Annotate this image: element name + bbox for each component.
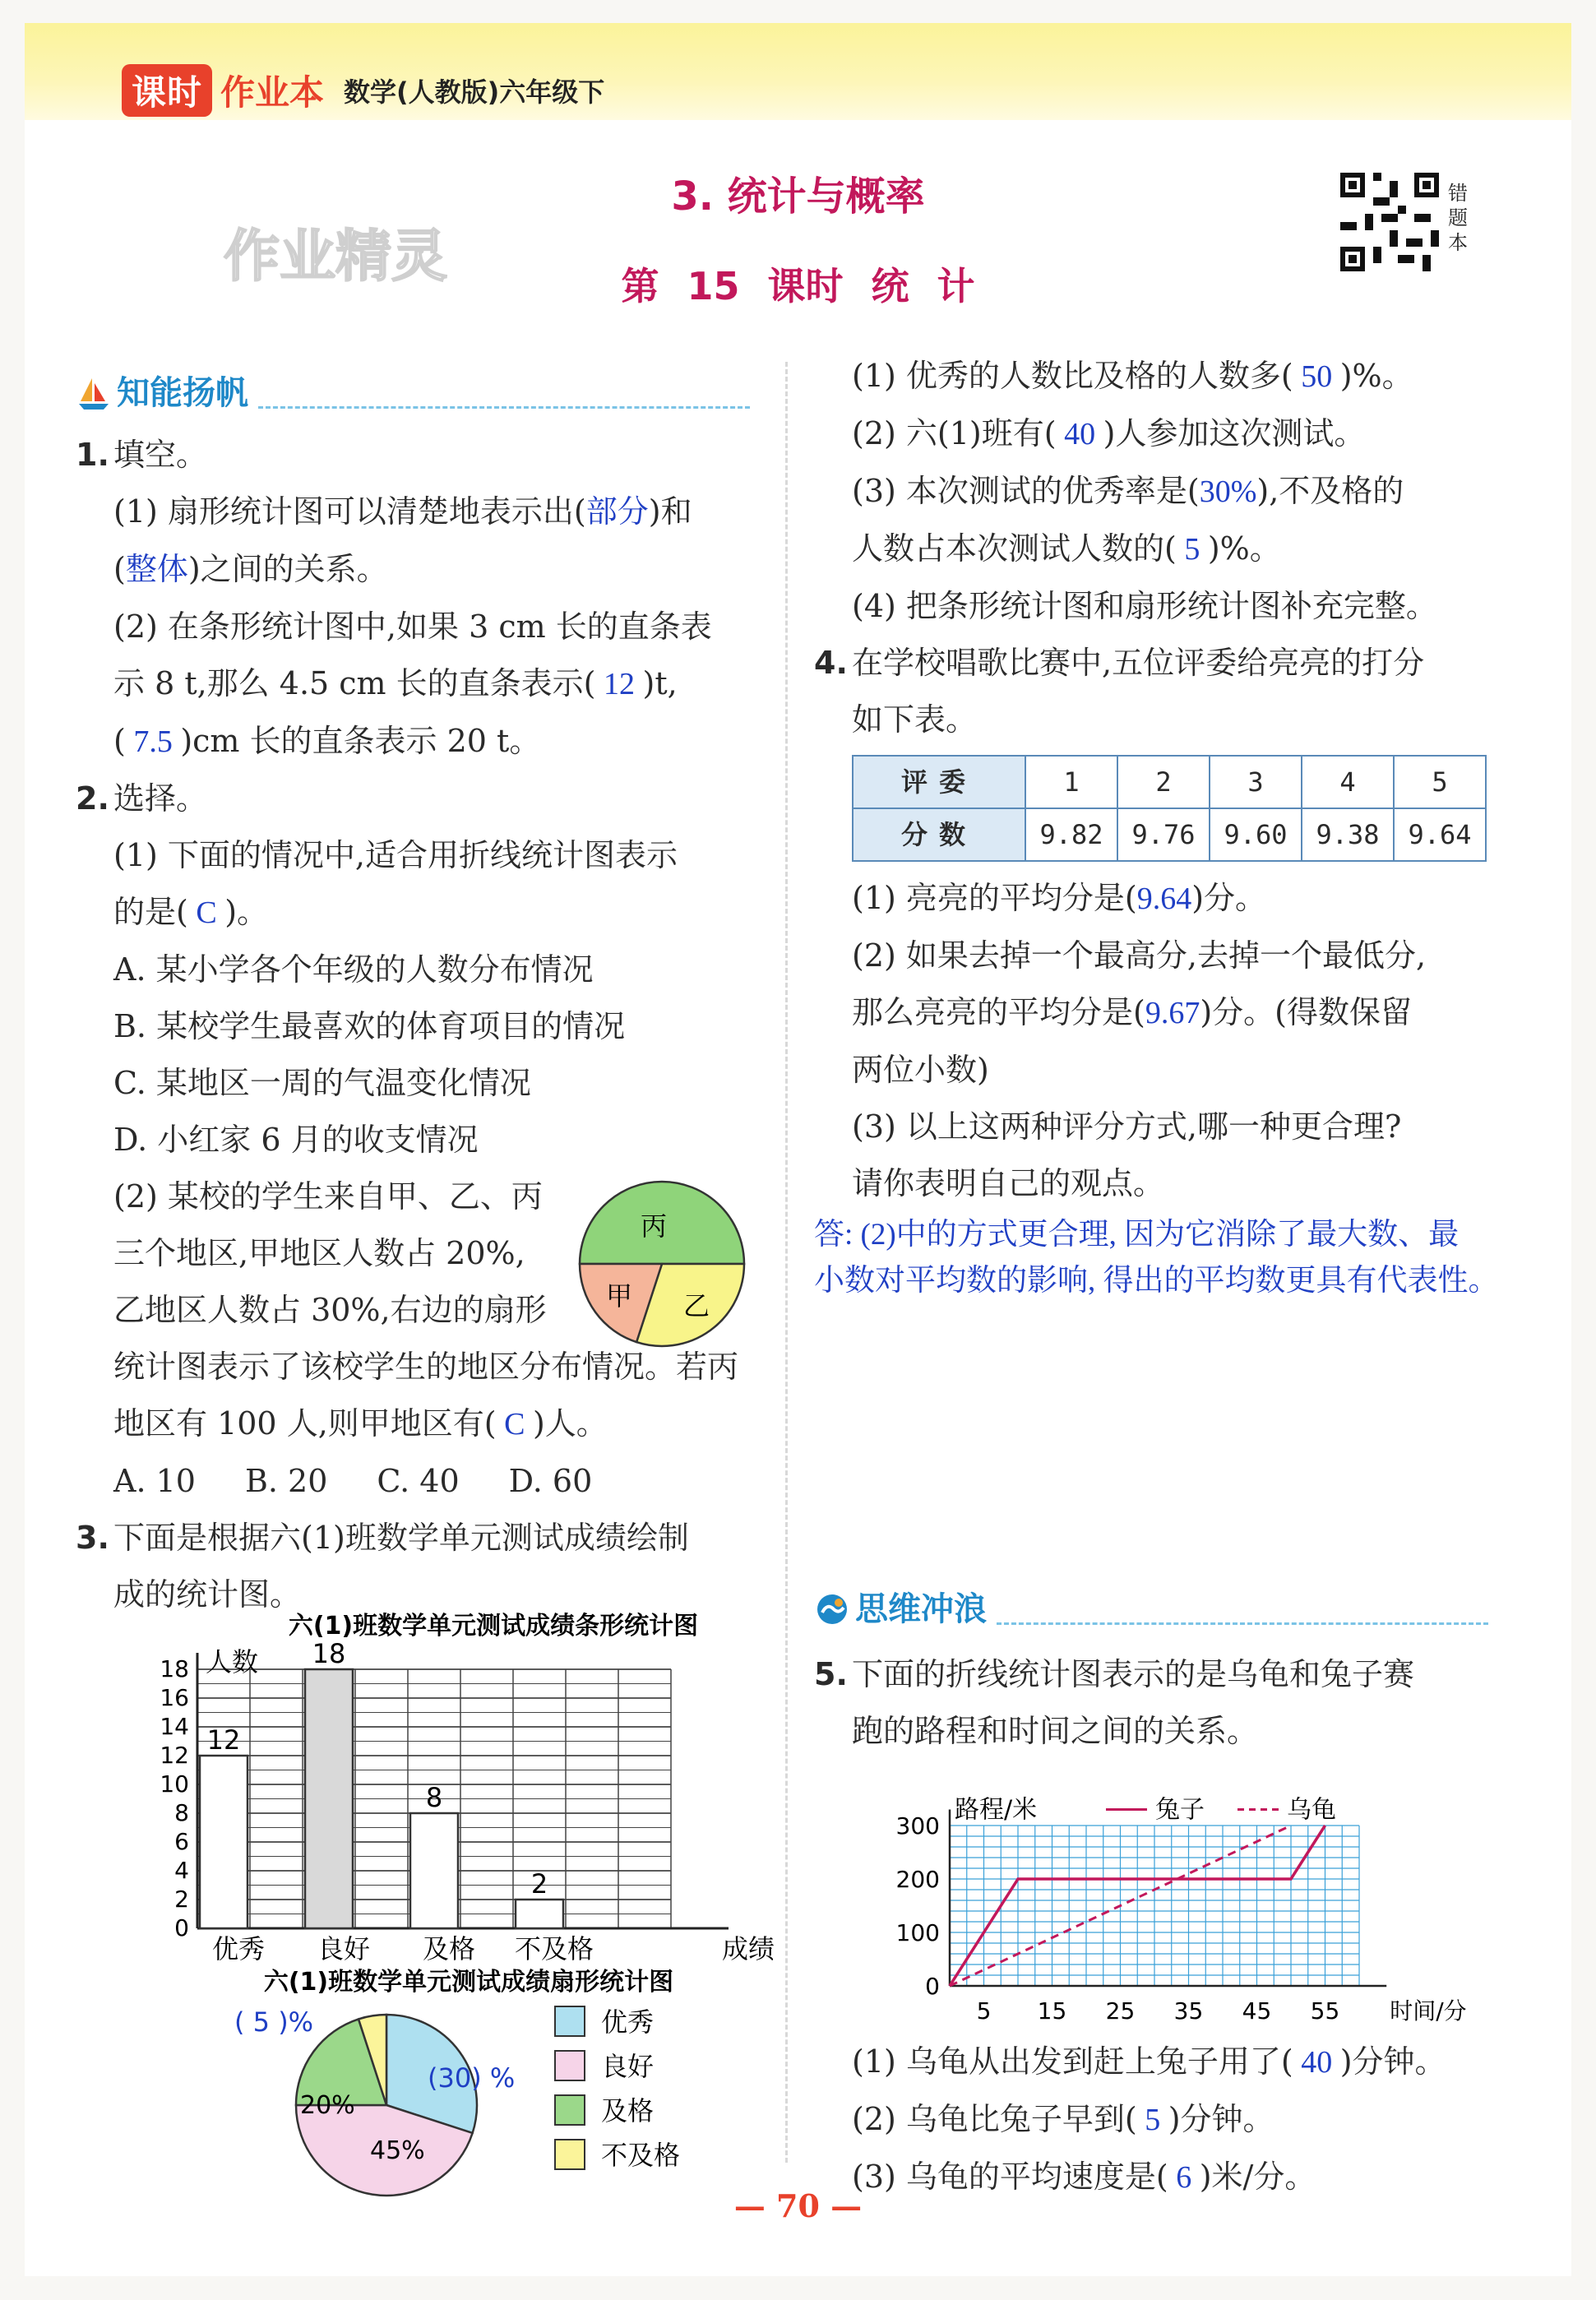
q4-answer[interactable]: 小数对平均数的影响, 得出的平均数更具有代表性。 xyxy=(814,1264,1499,1298)
q2-text: (1) 下面的情况中,适合用折线统计图表示 xyxy=(113,837,678,873)
pie-chart xyxy=(185,1965,752,2200)
q5-text: )米/分。 xyxy=(1199,2159,1316,2195)
y-tick-label: 12 xyxy=(160,1742,189,1769)
pie-label: 乙 xyxy=(682,1290,710,1321)
left-column xyxy=(76,364,750,1623)
q1-text: )之间的关系。 xyxy=(187,551,388,587)
section-rule xyxy=(997,1594,1488,1625)
row-header: 分数 xyxy=(853,808,1025,861)
x-axis-label: 成绩 xyxy=(722,1933,775,1964)
judge-cell: 4 xyxy=(1302,756,1394,808)
q3-text: )%。 xyxy=(1207,530,1281,567)
y-tick-label: 6 xyxy=(174,1828,189,1855)
bar xyxy=(305,1669,353,1928)
q3-text: )人参加这次测试。 xyxy=(1103,415,1366,451)
q2-text: (2) 某校的学生来自甲、乙、丙 xyxy=(113,1178,543,1215)
watermark-stamp: 作业精灵 xyxy=(224,224,448,289)
answer[interactable]: 40 xyxy=(1056,417,1103,451)
x-tick-label: 不及格 xyxy=(514,1933,594,1964)
judge-cell: 2 xyxy=(1117,756,1210,808)
judge-cell: 1 xyxy=(1025,756,1117,808)
answer[interactable]: 整体 xyxy=(125,553,188,587)
choice-d: D. 60 xyxy=(508,1463,593,1499)
legend-swatch xyxy=(555,2051,585,2080)
q5-questions xyxy=(814,2034,1554,2206)
q5-text: )分钟。 xyxy=(1168,2101,1274,2137)
brand-logo: 课时 xyxy=(122,64,212,117)
q5-prompt: 下面的折线统计图表示的是乌龟和兔子赛 xyxy=(852,1656,1415,1692)
choice-a: A. 10 xyxy=(113,1463,196,1499)
q4-text: )分。 xyxy=(1191,880,1267,916)
q3-text: )%。 xyxy=(1339,358,1413,394)
answer[interactable]: 5 xyxy=(1176,532,1208,567)
q4-prompt: 在学校唱歌比赛中,五位评委给亮亮的打分 xyxy=(852,645,1425,681)
q4-answer[interactable]: 答: (2)中的方式更合理, 因为它消除了最大数、最 xyxy=(814,1218,1460,1252)
q1-text: (2) 在条形统计图中,如果 3 cm 长的直条表 xyxy=(113,609,712,645)
option-b: B. 某校学生最喜欢的体育项目的情况 xyxy=(113,1008,626,1044)
q4-text: (2) 如果去掉一个最高分,去掉一个最低分, xyxy=(852,937,1427,974)
bar-chart xyxy=(148,1608,775,1964)
pie-label-excellent: (30) % xyxy=(428,2062,516,2094)
q1-text: )t, xyxy=(642,665,678,701)
q3-text: (1) 优秀的人数比及格的人数多( xyxy=(852,358,1293,394)
lesson-title: 第 15 课时 统 计 xyxy=(621,264,975,308)
score-cell: 9.60 xyxy=(1210,808,1302,861)
q5-text: (3) 乌龟的平均速度是( xyxy=(852,2159,1168,2195)
book-subtitle: 数学(人教版)六年级下 xyxy=(344,76,605,108)
q2-text: )。 xyxy=(224,894,269,930)
y-tick-label: 8 xyxy=(174,1799,189,1826)
choice-b: B. 20 xyxy=(244,1463,328,1499)
answer[interactable]: 9.67 xyxy=(1145,996,1200,1030)
q1-text: 示 8 t,那么 4.5 cm 长的直条表示( xyxy=(113,665,596,701)
q4-text: 两位小数) xyxy=(852,1052,989,1088)
y-tick-label: 0 xyxy=(925,1973,940,2000)
judge-cell: 5 xyxy=(1394,756,1486,808)
x-tick-label: 优秀 xyxy=(211,1933,266,1964)
legend-label: 不及格 xyxy=(601,2140,681,2171)
x-tick-label: 15 xyxy=(1037,1997,1067,2025)
q3-text: 人数占本次测试人数的( xyxy=(852,530,1177,567)
q4-text: )分。(得数保留 xyxy=(1200,994,1412,1030)
score-table xyxy=(852,755,1487,862)
column-divider xyxy=(785,362,788,2163)
option-d: D. 小红家 6 月的收支情况 xyxy=(113,1122,479,1158)
pie-chart-title: 六(1)班数学单元测试成绩扇形统计图 xyxy=(263,1968,674,1997)
line-chart xyxy=(892,1768,1484,2035)
q2-prompt: 选择。 xyxy=(113,780,208,817)
q5-prompt: 跑的路程和时间之间的关系。 xyxy=(852,1713,1259,1749)
q3-prompt: 成的统计图。 xyxy=(113,1576,302,1613)
q4-text: 请你表明自己的观点。 xyxy=(852,1165,1165,1201)
q1-text: )和 xyxy=(648,493,692,530)
right-column-lower xyxy=(814,1580,1488,1760)
pie-label-fail: ( 5 )% xyxy=(234,2006,314,2038)
y-tick-label: 10 xyxy=(160,1770,189,1798)
q4-text: (3) 以上这两种评分方式,哪一种更合理? xyxy=(852,1108,1402,1145)
legend-label: 优秀 xyxy=(601,2006,655,2038)
legend-swatch xyxy=(555,2140,585,2169)
section-rule xyxy=(258,378,750,409)
legend-label: 兔子 xyxy=(1155,1795,1205,1825)
answer[interactable]: 部分 xyxy=(585,495,649,530)
bar-chart-title: 六(1)班数学单元测试成绩条形统计图 xyxy=(288,1612,699,1641)
y-axis-label: 人数 xyxy=(206,1646,259,1678)
bar xyxy=(410,1813,458,1928)
bar-value-label: 2 xyxy=(530,1868,548,1900)
q2-text: )人。 xyxy=(532,1405,608,1442)
legend-swatch xyxy=(555,2095,585,2125)
bar-value-label: 12 xyxy=(206,1724,241,1756)
y-tick-label: 2 xyxy=(174,1886,189,1913)
q5-text: (1) 乌龟从出发到赶上兔子用了( xyxy=(852,2043,1293,2080)
qr-code-icon[interactable] xyxy=(1340,173,1439,271)
answer[interactable]: 12 xyxy=(595,667,643,701)
q4-text: 那么亮亮的平均分是( xyxy=(852,994,1145,1030)
y-axis-label: 路程/米 xyxy=(955,1795,1038,1825)
y-tick-label: 18 xyxy=(160,1655,189,1682)
answer[interactable]: 5 xyxy=(1136,2103,1168,2137)
score-cell: 9.38 xyxy=(1302,808,1394,861)
choice-c: C. 40 xyxy=(377,1463,460,1499)
x-tick-label: 良好 xyxy=(317,1933,371,1964)
q1-text: ( xyxy=(113,551,126,587)
q4-prompt: 如下表。 xyxy=(852,701,978,738)
section-title: 知能扬帆 xyxy=(117,373,248,412)
option-a: A. 某小学各个年级的人数分布情况 xyxy=(113,951,594,988)
question-number: 1. xyxy=(76,437,109,473)
q5-text: )分钟。 xyxy=(1339,2043,1446,2080)
qr-label: 错题本 xyxy=(1448,182,1468,254)
y-tick-label: 100 xyxy=(895,1919,940,1946)
q1-text: ( xyxy=(113,723,126,759)
x-tick-label: 及格 xyxy=(422,1933,476,1964)
pie-label: 甲 xyxy=(605,1280,633,1312)
wave-icon xyxy=(814,1591,850,1627)
row-header: 评委 xyxy=(853,756,1025,808)
q4-text: (1) 亮亮的平均分是( xyxy=(852,880,1137,916)
q3-text: (3) 本次测试的优秀率是( xyxy=(852,473,1200,509)
score-cell: 9.76 xyxy=(1117,808,1210,861)
y-tick-label: 0 xyxy=(174,1914,189,1941)
brand-name: 作业本 xyxy=(220,72,325,113)
question-number: 4. xyxy=(814,645,848,681)
legend-swatch xyxy=(555,2006,585,2036)
legend-label: 乌龟 xyxy=(1287,1795,1336,1825)
answer[interactable]: 50 xyxy=(1293,359,1340,394)
pie-label: 丙 xyxy=(640,1210,668,1242)
score-cell: 9.82 xyxy=(1025,808,1117,861)
x-axis-label: 时间/分 xyxy=(1390,1997,1467,2025)
bar xyxy=(200,1756,247,1928)
question-number: 3. xyxy=(76,1520,109,1556)
q2-text: 乙地区人数占 30%,右边的扇形 xyxy=(113,1292,547,1328)
q3-text: ),不及格的 xyxy=(1256,473,1404,509)
option-c: C. 某地区一周的气温变化情况 xyxy=(113,1065,531,1101)
section-header-thinking xyxy=(814,1580,1488,1638)
q2-text: 三个地区,甲地区人数占 20%, xyxy=(113,1235,525,1271)
q1-text: )cm 长的直条表示 20 t。 xyxy=(180,723,541,759)
x-tick-label: 35 xyxy=(1173,1997,1204,2025)
pie-label-good: 45% xyxy=(370,2136,425,2165)
question-number: 5. xyxy=(814,1656,848,1692)
x-tick-label: 45 xyxy=(1242,1997,1272,2025)
q1-prompt: 填空。 xyxy=(113,437,208,473)
right-column xyxy=(814,348,1571,1304)
y-tick-label: 14 xyxy=(160,1713,189,1740)
answer[interactable]: 30% xyxy=(1199,474,1257,509)
legend-label: 良好 xyxy=(601,2051,655,2082)
x-tick-label: 25 xyxy=(1105,1997,1136,2025)
brand xyxy=(122,64,604,117)
answer[interactable]: C xyxy=(496,1407,533,1442)
table-row xyxy=(853,808,1486,861)
region-pie-chart xyxy=(576,1178,748,1350)
legend-label: 及格 xyxy=(601,2095,655,2126)
answer[interactable]: 6 xyxy=(1168,2160,1200,2195)
pie-label-pass: 20% xyxy=(300,2091,355,2120)
q5-text: (2) 乌龟比兔子早到( xyxy=(852,2101,1137,2137)
y-tick-label: 4 xyxy=(174,1857,189,1884)
y-tick-label: 16 xyxy=(160,1684,189,1711)
bar xyxy=(516,1900,563,1928)
y-tick-label: 200 xyxy=(895,1866,940,1893)
answer[interactable]: C xyxy=(187,895,225,930)
answer[interactable]: 9.64 xyxy=(1136,882,1192,916)
section-header-knowledge xyxy=(76,364,750,422)
page-number: — 70 — xyxy=(733,2187,863,2224)
section-title: 思维冲浪 xyxy=(855,1590,987,1628)
table-row xyxy=(853,756,1486,808)
bar-value-label: 8 xyxy=(425,1782,443,1813)
answer[interactable]: 40 xyxy=(1293,2045,1340,2080)
x-tick-label: 55 xyxy=(1310,1997,1340,2025)
q1-text: (1) 扇形统计图可以清楚地表示出( xyxy=(113,493,586,530)
y-tick-label: 300 xyxy=(895,1812,940,1840)
q2-text: 统计图表示了该校学生的地区分布情况。若丙 xyxy=(113,1349,739,1385)
sailboat-icon xyxy=(76,375,112,411)
q3-text: (2) 六(1)班有( xyxy=(852,415,1057,451)
score-cell: 9.64 xyxy=(1394,808,1486,861)
q3-text: (4) 把条形统计图和扇形统计图补充完整。 xyxy=(852,588,1437,624)
answer[interactable]: 7.5 xyxy=(125,724,181,759)
q2-text: 地区有 100 人,则甲地区有( xyxy=(113,1405,497,1442)
bar-value-label: 18 xyxy=(312,1638,346,1669)
q2-text: 的是( xyxy=(113,894,188,930)
judge-cell: 3 xyxy=(1210,756,1302,808)
x-tick-label: 5 xyxy=(976,1997,992,2025)
q3-prompt: 下面是根据六(1)班数学单元测试成绩绘制 xyxy=(113,1520,689,1556)
question-number: 2. xyxy=(76,780,109,817)
unit-title: 3. 统计与概率 xyxy=(671,174,925,220)
